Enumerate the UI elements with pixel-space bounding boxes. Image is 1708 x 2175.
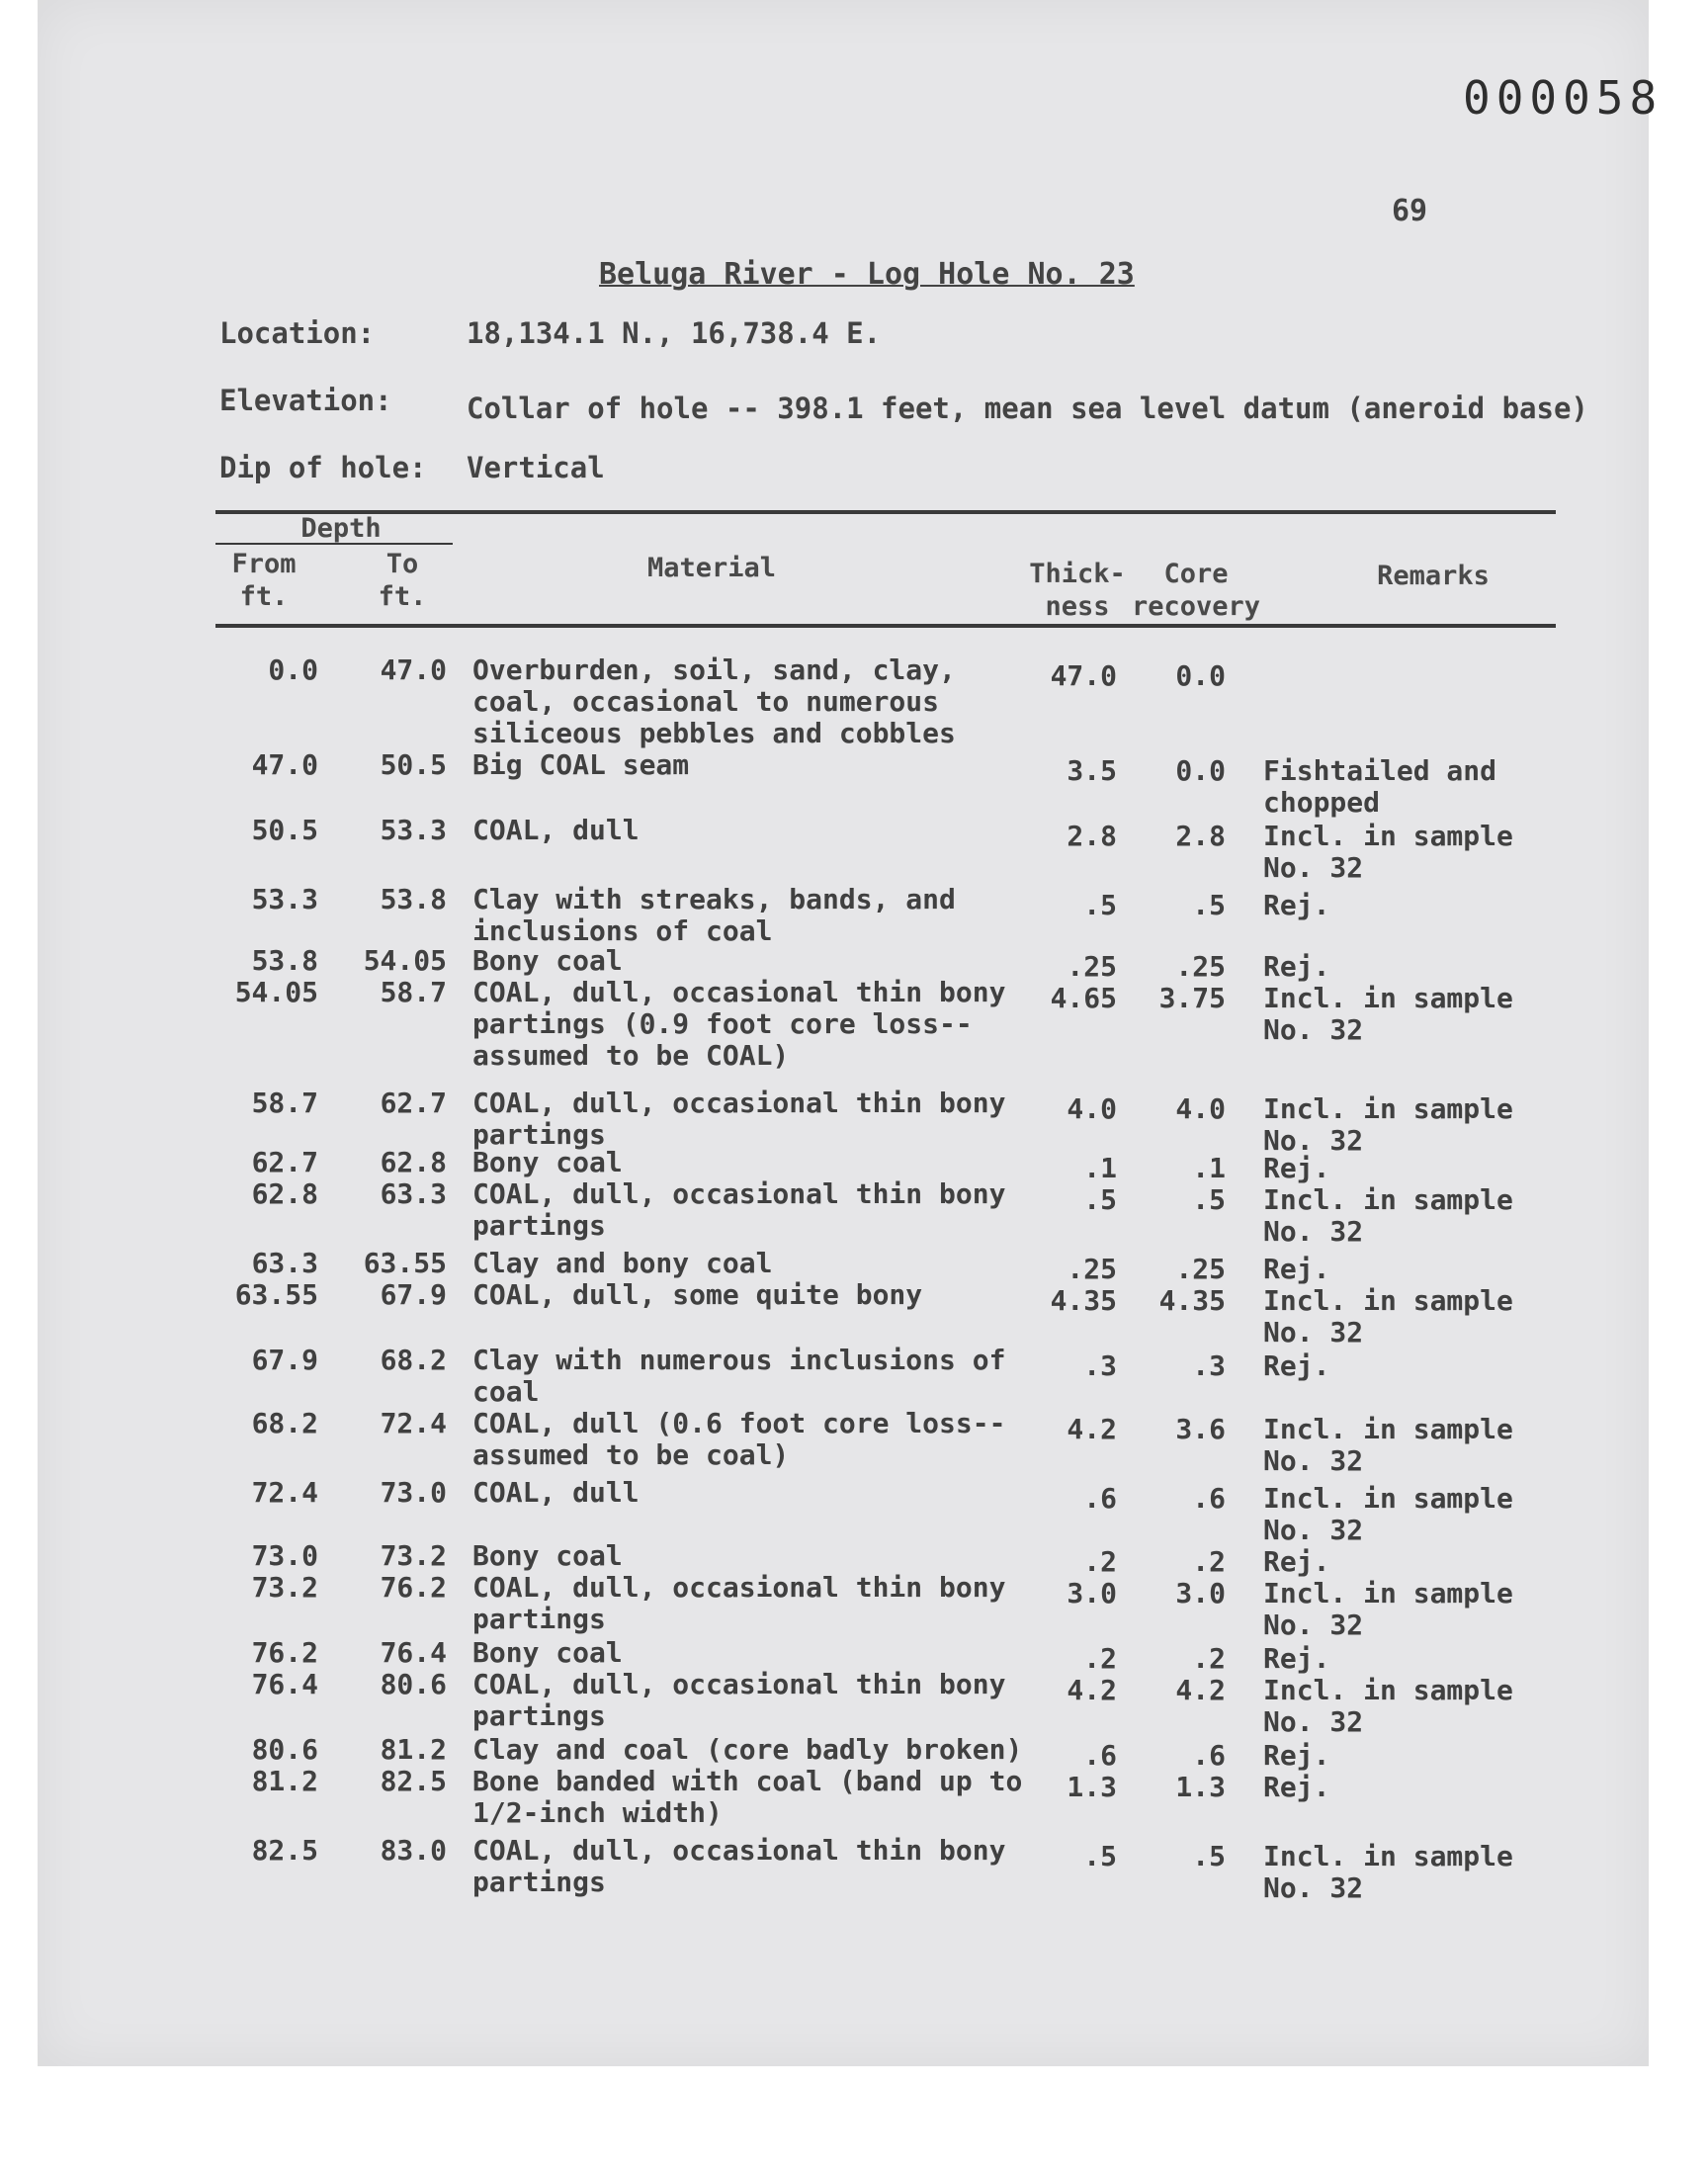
row-from: 63.3 (251, 1247, 318, 1279)
row-remarks: Fishtailed and chopped (1263, 754, 1497, 819)
header-from: From ft. (231, 549, 297, 612)
table-header-rule (215, 624, 1556, 628)
row-core-recovery: .2 (1192, 1545, 1226, 1578)
row-core-recovery: 4.0 (1175, 1092, 1226, 1125)
row-material: Bony coal (472, 1146, 623, 1178)
row-material: Bony coal (472, 1539, 623, 1572)
row-from: 0.0 (268, 653, 318, 686)
row-from: 53.8 (251, 944, 318, 977)
row-thickness: 4.2 (1067, 1674, 1117, 1706)
row-from: 81.2 (251, 1765, 318, 1797)
row-remarks: Rej. (1263, 950, 1330, 983)
header-remarks: Remarks (1377, 561, 1490, 591)
row-material: Clay and bony coal (472, 1247, 773, 1279)
row-remarks: Incl. in sample No. 32 (1263, 1840, 1513, 1904)
row-material: COAL, dull, some quite bony (472, 1278, 923, 1311)
row-from: 47.0 (251, 748, 318, 781)
row-to: 62.8 (380, 1146, 447, 1178)
row-remarks: Rej. (1263, 1545, 1330, 1578)
row-material: COAL, dull (0.6 foot core loss-- assumed to be coal) (472, 1407, 1006, 1471)
row-to: 50.5 (380, 748, 447, 781)
row-thickness: .2 (1083, 1642, 1117, 1675)
row-core-recovery: 3.0 (1175, 1577, 1226, 1610)
row-to: 53.3 (380, 814, 447, 846)
row-core-recovery: .3 (1192, 1349, 1226, 1382)
row-remarks: Incl. in sample No. 32 (1263, 820, 1513, 884)
row-thickness: 1.3 (1067, 1771, 1117, 1803)
row-core-recovery: 4.35 (1158, 1284, 1226, 1317)
row-material: COAL, dull (472, 1476, 640, 1509)
row-material: COAL, dull, occasional thin bony partings (472, 1668, 1006, 1732)
row-from: 67.9 (251, 1344, 318, 1376)
row-core-recovery: 3.6 (1175, 1413, 1226, 1445)
row-thickness: 4.0 (1067, 1092, 1117, 1125)
row-remarks: Rej. (1263, 1642, 1330, 1675)
row-remarks: Rej. (1263, 1253, 1330, 1285)
row-to: 76.2 (380, 1571, 447, 1604)
row-core-recovery: .5 (1192, 1840, 1226, 1872)
row-thickness: .6 (1083, 1482, 1117, 1515)
row-to: 76.4 (380, 1636, 447, 1669)
row-from: 58.7 (251, 1087, 318, 1119)
row-remarks: Incl. in sample No. 32 (1263, 1183, 1513, 1248)
row-thickness: .25 (1067, 1253, 1117, 1285)
row-to: 58.7 (380, 976, 447, 1008)
row-to: 83.0 (380, 1834, 447, 1867)
row-to: 54.05 (363, 944, 447, 977)
row-remarks: Incl. in sample No. 32 (1263, 1577, 1513, 1641)
row-thickness: 4.65 (1050, 982, 1117, 1014)
row-remarks: Rej. (1263, 889, 1330, 921)
row-remarks: Rej. (1263, 1349, 1330, 1382)
row-from: 73.2 (251, 1571, 318, 1604)
row-thickness: .6 (1083, 1739, 1117, 1772)
header-depth: Depth (300, 513, 382, 544)
row-material: COAL, dull, occasional thin bony partings (0.9 foot core loss-- assumed to be COAL) (472, 976, 1006, 1072)
row-from: 50.5 (251, 814, 318, 846)
row-core-recovery: 4.2 (1175, 1674, 1226, 1706)
row-to: 63.55 (363, 1247, 447, 1279)
row-from: 73.0 (251, 1539, 318, 1572)
row-to: 80.6 (380, 1668, 447, 1700)
elevation-value: Collar of hole -- 398.1 feet, mean sea level datum (aneroid base) (467, 392, 1588, 425)
row-thickness: 3.0 (1067, 1577, 1117, 1610)
location-label: Location: (219, 316, 376, 350)
table-top-rule (215, 510, 1556, 514)
row-from: 76.2 (251, 1636, 318, 1669)
row-material: Clay and coal (core badly broken) (472, 1733, 1023, 1766)
row-thickness: .25 (1067, 950, 1117, 983)
row-core-recovery: 0.0 (1175, 659, 1226, 692)
elevation-label: Elevation: (219, 384, 392, 417)
row-from: 54.05 (234, 976, 318, 1008)
row-remarks: Rej. (1263, 1739, 1330, 1772)
row-core-recovery: .25 (1175, 950, 1226, 983)
row-remarks: Incl. in sample No. 32 (1263, 982, 1513, 1046)
row-core-recovery: .5 (1192, 1183, 1226, 1216)
row-core-recovery: 1.3 (1175, 1771, 1226, 1803)
row-thickness: .1 (1083, 1152, 1117, 1184)
row-material: COAL, dull, occasional thin bony partings (472, 1834, 1006, 1898)
document-number: 000058 (1463, 71, 1664, 125)
row-core-recovery: 0.0 (1175, 754, 1226, 787)
row-material: Overburden, soil, sand, clay, coal, occasional to numerous siliceous pebbles and cobbles (472, 653, 956, 749)
header-core-recovery: Core recovery (1131, 559, 1261, 622)
row-remarks: Incl. in sample No. 32 (1263, 1674, 1513, 1738)
row-material: COAL, dull (472, 814, 640, 846)
row-material: Bone banded with coal (band up to 1/2-inch width) (472, 1765, 1023, 1829)
row-to: 67.9 (380, 1278, 447, 1311)
header-material: Material (646, 553, 777, 583)
location-value: 18,134.1 N., 16,738.4 E. (467, 316, 882, 350)
row-from: 63.55 (234, 1278, 318, 1311)
row-thickness: .5 (1083, 1183, 1117, 1216)
row-to: 73.0 (380, 1476, 447, 1509)
row-material: Bony coal (472, 944, 623, 977)
row-to: 72.4 (380, 1407, 447, 1439)
row-to: 47.0 (380, 653, 447, 686)
row-remarks: Incl. in sample No. 32 (1263, 1482, 1513, 1546)
row-core-recovery: .25 (1175, 1253, 1226, 1285)
row-from: 82.5 (251, 1834, 318, 1867)
row-remarks: Incl. in sample No. 32 (1263, 1413, 1513, 1477)
row-thickness: .3 (1083, 1349, 1117, 1382)
row-to: 73.2 (380, 1539, 447, 1572)
row-core-recovery: 2.8 (1175, 820, 1226, 852)
row-from: 53.3 (251, 883, 318, 915)
row-thickness: 4.2 (1067, 1413, 1117, 1445)
row-material: Clay with numerous inclusions of coal (472, 1344, 1006, 1408)
row-from: 62.7 (251, 1146, 318, 1178)
dip-value: Vertical (467, 451, 605, 484)
row-to: 68.2 (380, 1344, 447, 1376)
row-remarks: Incl. in sample No. 32 (1263, 1092, 1513, 1157)
row-to: 81.2 (380, 1733, 447, 1766)
header-to: To ft. (378, 549, 427, 612)
row-thickness: .5 (1083, 889, 1117, 921)
row-material: COAL, dull, occasional thin bony partings (472, 1177, 1006, 1242)
row-from: 76.4 (251, 1668, 318, 1700)
row-material: Big COAL seam (472, 748, 690, 781)
row-thickness: 3.5 (1067, 754, 1117, 787)
row-thickness: 47.0 (1050, 659, 1117, 692)
row-core-recovery: .5 (1192, 889, 1226, 921)
row-core-recovery: .2 (1192, 1642, 1226, 1675)
row-material: Bony coal (472, 1636, 623, 1669)
row-from: 80.6 (251, 1733, 318, 1766)
row-thickness: 2.8 (1067, 820, 1117, 852)
row-material: Clay with streaks, bands, and inclusions of coal (472, 883, 956, 947)
dip-label: Dip of hole: (219, 451, 427, 484)
row-to: 63.3 (380, 1177, 447, 1210)
row-to: 53.8 (380, 883, 447, 915)
row-thickness: 4.35 (1050, 1284, 1117, 1317)
row-material: COAL, dull, occasional thin bony partings (472, 1087, 1006, 1151)
row-remarks: Rej. (1263, 1771, 1330, 1803)
row-material: COAL, dull, occasional thin bony partings (472, 1571, 1006, 1635)
row-remarks: Rej. (1263, 1152, 1330, 1184)
document-title: Beluga River - Log Hole No. 23 (599, 257, 1135, 292)
row-from: 72.4 (251, 1476, 318, 1509)
row-remarks: Incl. in sample No. 32 (1263, 1284, 1513, 1348)
page-number: 69 (1392, 194, 1428, 228)
header-thickness: Thick- ness (1029, 559, 1126, 622)
row-to: 82.5 (380, 1765, 447, 1797)
row-core-recovery: 3.75 (1158, 982, 1226, 1014)
row-core-recovery: .1 (1192, 1152, 1226, 1184)
row-thickness: .2 (1083, 1545, 1117, 1578)
row-from: 62.8 (251, 1177, 318, 1210)
row-from: 68.2 (251, 1407, 318, 1439)
row-thickness: .5 (1083, 1840, 1117, 1872)
row-to: 62.7 (380, 1087, 447, 1119)
row-core-recovery: .6 (1192, 1739, 1226, 1772)
row-core-recovery: .6 (1192, 1482, 1226, 1515)
